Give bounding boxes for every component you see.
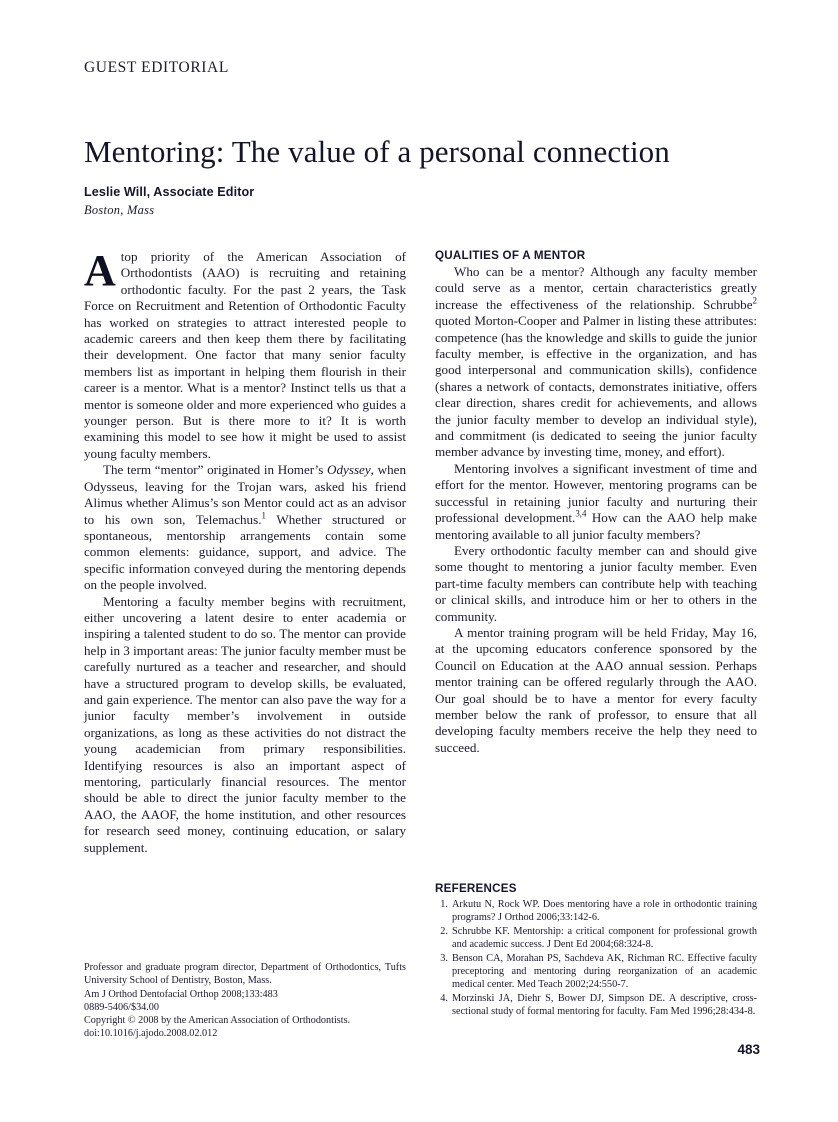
guest-editorial-kicker: GUEST EDITORIAL: [84, 59, 229, 76]
author-byline: Leslie Will, Associate Editor: [84, 185, 255, 199]
left-column: [84, 246, 407, 856]
right-column: [435, 249, 757, 756]
footnote-affiliation: Professor and graduate program director, Department of Orthodontics, Tufts University School of Dentistry, Boston, Mass.: [84, 962, 406, 987]
reference-item: [435, 952, 757, 992]
left-paragraph-2: [84, 462, 406, 593]
section-heading-qualities-of-a-mentor: QUALITIES OF A MENTOR: [435, 249, 586, 262]
right-paragraph-3: Every orthodontic faculty member can and should give some thought to mentoring a junior faculty member. Even part-time faculty members can contribute help with teaching or clinical skills, and introduce him or her to others in the community.: [435, 542, 757, 624]
right-paragraph-1-part-a: Who can be a mentor? Although any faculty member could serve as a mentor, certain characteristics greatly increase the effectiveness of the relationship. Schrubbe: [435, 264, 757, 312]
reference-item: [435, 898, 757, 925]
reference-number: 4.: [440, 992, 448, 1004]
right-paragraph-1: [435, 264, 757, 461]
citation-marker-1: 1: [261, 510, 266, 521]
right-paragraph-2-part-a: Mentoring involves a significant investment of time and effort for the mentor. However, mentoring programs can be successful in retaining junior faculty and nurturing their professional development.: [435, 460, 757, 526]
reference-text: Morzinski JA, Diehr S, Bower DJ, Simpson DE. A descriptive, cross-sectional study of formal mentoring for faculty. Fam Med 1996;28:434-8.: [452, 992, 757, 1018]
author-location: Boston, Mass: [84, 203, 155, 217]
citation-marker-3-4: 3,4: [575, 508, 587, 519]
reference-text: Schrubbe KF. Mentorship: a critical component for professional growth and academic success. J Dent Ed 2004;68:324-8.: [452, 925, 757, 951]
page-title: Mentoring: The value of a personal connection: [84, 133, 670, 169]
reference-item: [435, 925, 757, 952]
reference-text: Arkutu N, Rock WP. Does mentoring have a role in orthodontic training programs? J Orthod 2006;33:142-6.: [452, 899, 757, 924]
left-paragraph-2-part-b: , when Odysseus, leaving for the Trojan wars, asked his friend Alimus whether Alimus’s son Mentor could act as an advisor to his own son, Telemachus.: [84, 462, 406, 527]
section-heading-references: REFERENCES: [435, 882, 517, 895]
left-paragraph-3: Mentoring a faculty member begins with recruitment, either uncovering a latent desire to enter academia or inspiring a talented student to do so. The mentor can provide help in 3 important areas: The junior faculty member must be carefully nurtured as a teacher and researcher, and should have a structured program to develop skills, be evaluated, and gain experience. The mentor can also pave the way for a junior faculty member’s involvement in outside organizations, as long as these activities do not distract the young academician from primary responsibilities. Identifying resources is also an important aspect of mentoring, particularly financial resources. The mentor should be able to direct the junior faculty member to the AAO, the AAOF, the home institution, and other resources for research seed money, continuing education, or salary supplement.: [84, 593, 406, 855]
left-paragraph-1: [84, 246, 406, 462]
page-number: 483: [737, 1042, 760, 1057]
odyssey-title: Odyssey: [327, 462, 371, 478]
footnote-citation: Am J Orthod Dentofacial Orthop 2008;133:483: [84, 988, 278, 1000]
reference-item: [435, 992, 757, 1019]
drop-cap: A: [84, 246, 116, 295]
left-paragraph-1-text: top priority of the American Association of Orthodontists (AAO) is recruiting and retaining orthodontic faculty. For the past 2 years, the Task Force on Recruitment and Retention of Orthodontic Faculty has worked on strategies to attract interested people to academic careers and then keep them there by facilitating their development. One factor that many senior faculty members list as important in helping them flourish in their career is a mentor. What is a mentor? Instinct tells us that a mentor is someone older and more experienced who guides a younger person. But is there more to it? It is worth examining this model to see how it might be used to assist young faculty members.: [84, 249, 406, 461]
right-paragraph-4: A mentor training program will be held Friday, May 16, at the upcoming educators conference sponsored by the Council on Education at the AAO annual session. Perhaps mentor training can be offered regularly through the AAO. Our goal should be to have a mentor for every faculty member below the rank of professor, to ensure that all developing faculty members receive the help they need to succeed.: [435, 624, 757, 755]
reference-number: 1.: [440, 899, 448, 910]
reference-list: [435, 898, 757, 1019]
right-paragraph-2: [435, 461, 757, 543]
right-paragraph-2-part-b: How can the AAO help make mentoring available to all junior faculty members?: [435, 510, 757, 542]
references-section: [435, 882, 757, 1019]
reference-number: 3.: [440, 952, 448, 964]
footnote-doi: doi:10.1016/j.ajodo.2008.02.012: [84, 1028, 218, 1040]
reference-number: 2.: [440, 925, 448, 937]
footnote-block: [84, 961, 406, 1041]
left-paragraph-2-part-a: The term “mentor” originated in Homer’s: [103, 462, 328, 478]
right-paragraph-1-part-b: quoted Morton-Cooper and Palmer in listing these attributes: competence (has the knowledge and skills to guide the junior faculty member, is effective in the organization, and has good interpersonal and communication skills), confidence (shares a network of contacts, demonstrates initiative, offers clear direction, shares credit for achievements, and allows the junior faculty member to develop an individual style), and commitment (is dedicated to seeing the junior faculty member advance by investing time, money, and effort).: [435, 313, 757, 460]
footnote-copyright: Copyright © 2008 by the American Association of Orthodontists.: [84, 1015, 351, 1027]
left-paragraph-2-part-c: Whether structured or spontaneous, mentorship arrangements contain some common elements: guidance, support, and advice. The specific information conveyed during the mentoring depends on the people involved.: [84, 511, 407, 593]
citation-marker-2: 2: [752, 295, 757, 306]
reference-text: Benson CA, Morahan PS, Sachdeva AK, Richman RC. Effective faculty preceptoring and mentoring during reorganization of an academic medical center. Med Teach 2002;24:550-7.: [452, 952, 757, 991]
footnote-issn: 0889-5406/$34.00: [84, 1001, 159, 1013]
